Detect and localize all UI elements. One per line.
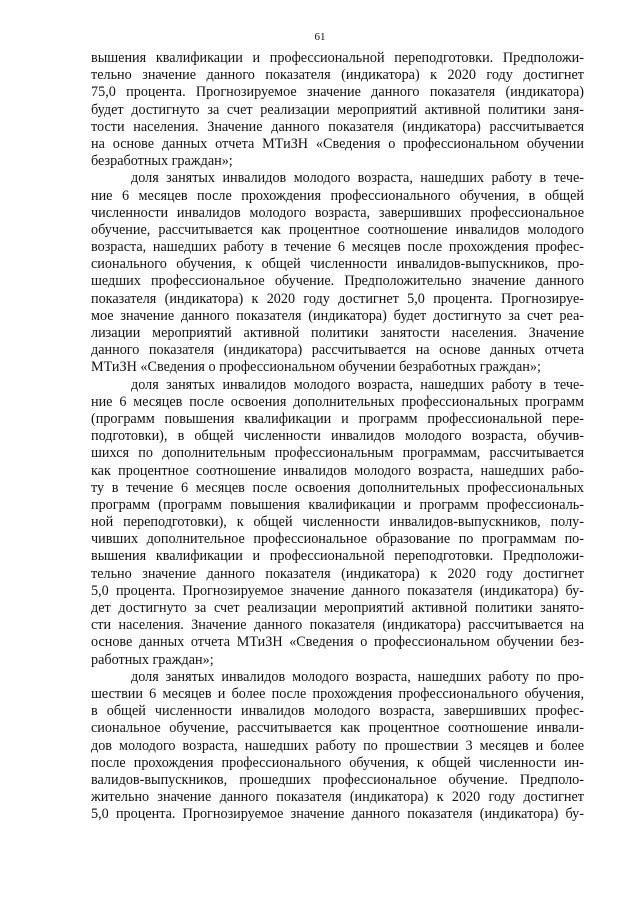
text-line: доля занятых инвалидов молодого возраста, нашедших работу в тече- bbox=[131, 170, 584, 187]
text-line: тельно значение данного показателя (индикатора) к 2020 году достигнет bbox=[91, 565, 584, 582]
text-line: будет достигнуто за счет реализации мероприятий активной политики заня- bbox=[91, 101, 584, 118]
page-number: 61 bbox=[314, 31, 326, 43]
text-line: данного показателя (индикатора) рассчитывается на основе данных отчета bbox=[91, 342, 584, 359]
text-line: шедших профессиональное обучение. Предположительно значение данного bbox=[91, 273, 584, 290]
text-line: после прохождения профессионального обучения, к общей численности ин- bbox=[91, 754, 584, 771]
text-line: ние 6 месяцев после освоения дополнительных профессиональных программ bbox=[91, 393, 584, 410]
text-line: вышения квалификации и профессиональной переподготовки. Предположи- bbox=[91, 548, 584, 565]
text-line: дет достигнуто за счет реализации мероприятий активной политики занято- bbox=[91, 600, 584, 616]
text-line: в общей численности инвалидов молодого возраста, завершивших профес- bbox=[91, 703, 584, 720]
text-line: ние 6 месяцев после прохождения профессионального обучения, в общей bbox=[91, 187, 584, 204]
text-line: программ (программ повышения квалификации и программ профессиональ- bbox=[91, 496, 584, 513]
text-line: как процентное соотношение инвалидов молодого возраста, нашедших рабо- bbox=[91, 462, 584, 479]
text-line: доля занятых инвалидов молодого возраста, нашедших работу в тече- bbox=[131, 376, 584, 393]
text-line: безработных граждан»; bbox=[91, 153, 233, 170]
text-line: МТиЗН «Сведения о профессиональном обучении безработных граждан»; bbox=[91, 359, 541, 376]
text-line: сионального обучения, к общей численности инвалидов-выпускников, про- bbox=[91, 256, 584, 273]
body-text bbox=[91, 50, 584, 823]
text-line: 5,0 процента. Прогнозируемое значение данного показателя (индикатора) бу- bbox=[91, 582, 584, 599]
text-line: тельно значение данного показателя (индикатора) к 2020 году достигнет bbox=[91, 67, 584, 84]
text-line: чивших дополнительное профессиональное образование по программам по- bbox=[91, 531, 584, 548]
text-line: показателя (индикатора) к 2020 году достигнет 5,0 процента. Прогнозируе- bbox=[91, 290, 584, 307]
text-line: основе данных отчета МТиЗН «Сведения о профессиональном обучении без- bbox=[91, 634, 584, 651]
text-line: тости населения. Значение данного показателя (индикатора) рассчитывается bbox=[91, 118, 584, 135]
text-line: шествии 6 месяцев и более после прохождения профессионального обучения, bbox=[91, 685, 584, 702]
text-line: численности инвалидов молодого возраста, завершивших профессиональное bbox=[91, 204, 584, 221]
text-line: сти населения. Значение данного показателя (индикатора) рассчитывается на bbox=[91, 617, 584, 634]
text-line: 5,0 процента. Прогнозируемое значение данного показателя (индикатора) бу- bbox=[91, 806, 584, 823]
text-line: мое значение данного показателя (индикатора) будет достигнуто за счет реа- bbox=[91, 307, 584, 324]
text-line: сиональное обучение, рассчитывается как процентное соотношение инвали- bbox=[91, 720, 584, 737]
text-line: ту в течение 6 месяцев после освоения дополнительных профессиональных bbox=[91, 479, 584, 496]
text-line: возраста, нашедших работу в течение 6 месяцев после прохождения профес- bbox=[91, 239, 584, 256]
text-line: ной переподготовки), к общей численности инвалидов-выпускников, полу- bbox=[91, 514, 584, 531]
text-line: доля занятых инвалидов молодого возраста, нашедших работу по про- bbox=[131, 668, 584, 685]
text-line: лизации мероприятий активной политики занятости населения. Значение bbox=[91, 325, 584, 341]
text-line: работных граждан»; bbox=[91, 651, 214, 668]
text-line: обучение, рассчитывается как процентное соотношение инвалидов молодого bbox=[91, 221, 584, 238]
text-line: валидов-выпускников, прошедших профессиональное обучение. Предполо- bbox=[91, 771, 584, 788]
text-line: жительно значение данного показателя (индикатора) к 2020 году достигнет bbox=[91, 789, 584, 806]
text-line: подготовки), в общей численности инвалидов молодого возраста, обучив- bbox=[91, 428, 584, 445]
text-line: вышения квалификации и профессиональной переподготовки. Предположи- bbox=[91, 50, 584, 66]
text-line: 75,0 процента. Прогнозируемое значение данного показателя (индикатора) bbox=[91, 84, 584, 101]
text-line: (программ повышения квалификации и программ профессиональной пере- bbox=[91, 410, 584, 427]
text-line: шихся по дополнительным профессиональным программам, рассчитывается bbox=[91, 445, 584, 462]
text-line: дов молодого возраста, нашедших работу по прошествии 3 месяцев и более bbox=[91, 737, 584, 754]
text-line: на основе данных отчета МТиЗН «Сведения о профессиональном обучении bbox=[91, 135, 584, 152]
